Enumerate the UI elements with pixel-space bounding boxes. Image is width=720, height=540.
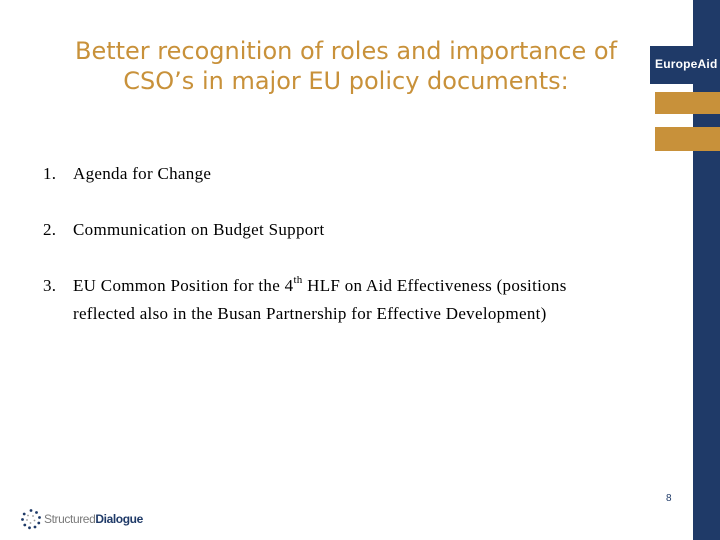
list-item-text: Agenda for Change: [73, 164, 212, 183]
europeaid-brand-box: [650, 46, 720, 84]
list-item: [43, 160, 683, 188]
dotted-circle-logo-icon: [20, 508, 42, 530]
logo-text-dialogue: Dialogue: [95, 512, 143, 526]
slide-title-line-1: Better recognition of roles and importance of: [74, 37, 618, 65]
list-item-number: 3.: [43, 276, 57, 295]
list-item-text-part: HLF on Aid Effectiveness (positions: [302, 276, 567, 295]
ordinal-superscript: th: [293, 274, 303, 287]
list-item-number: 1.: [43, 164, 57, 183]
list-item: [43, 272, 683, 328]
list-item-number: 2.: [43, 220, 57, 239]
structured-dialogue-logo: [20, 508, 143, 530]
list-item-text-line-2: reflected also in the Busan Partnership for Effective Development): [73, 304, 547, 323]
slide-title-line-2: CSO’s in major EU policy documents:: [123, 67, 569, 95]
page-number: 8: [666, 493, 672, 504]
gold-accent-box-top: [655, 92, 720, 114]
list-item-text: Communication on Budget Support: [73, 220, 325, 239]
logo-text-structured: Structured: [44, 512, 96, 526]
europeaid-label: EuropeAid: [655, 57, 718, 71]
list-item-text-part: EU Common Position for the 4: [73, 276, 294, 295]
list-item: [43, 216, 683, 244]
list-item-text: [73, 272, 683, 300]
gold-accent-box-bottom: [655, 127, 720, 151]
slide-title: [40, 36, 652, 96]
